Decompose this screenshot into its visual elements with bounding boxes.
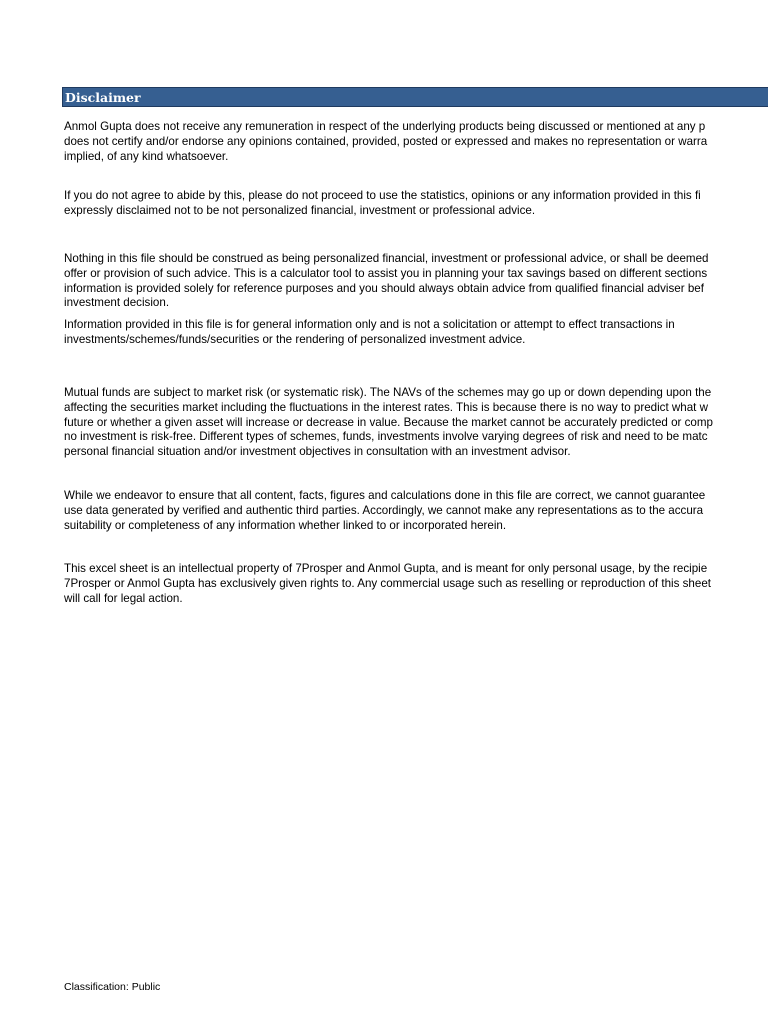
disclaimer-paragraph-general-information: Information provided in this file is for general information only and is not a solicitation or attempt to effect transactions in investments/schemes/funds/securities or the rendering of personalized investment advice. bbox=[64, 318, 675, 346]
disclaimer-paragraph-intellectual-property: This excel sheet is an intellectual property of 7Prosper and Anmol Gupta, and is meant for only personal usage, by the recipie 7Prosper or Anmol Gupta has exclusively given rights to. Any commercial usage such as reselling or reproduction of this sheet will call for legal action. bbox=[64, 562, 711, 605]
disclaimer-paragraph-remuneration: Anmol Gupta does not receive any remuneration in respect of the underlying products being discussed or mentioned at any p does not certify and/or endorse any opinions contained, provided, posted or expressed and makes no representation or warra implied, of any kind whatsoever. bbox=[64, 120, 708, 163]
disclaimer-paragraph-agreement: If you do not agree to abide by this, please do not proceed to use the statistics, opinions or any information provided in this fi expressly disclaimed not to be not personalized financial, investment or professional advice. bbox=[64, 189, 701, 217]
disclaimer-title: Disclaimer bbox=[65, 90, 141, 105]
disclaimer-header-bar bbox=[62, 87, 768, 107]
disclaimer-paragraph-accuracy: While we endeavor to ensure that all content, facts, figures and calculations done in this file are correct, we cannot guarantee use data generated by verified and authentic third parties. Accordingly, we cannot make any representations as to the accura suitability or completeness of any information whether linked to or incorporated herein. bbox=[64, 489, 706, 532]
classification-label: Classification: Public bbox=[64, 981, 161, 993]
disclaimer-paragraph-not-advice: Nothing in this file should be construed as being personalized financial, investment or professional advice, or shall be deemed offer or provision of such advice. This is a calculator tool to assist you in planning your tax savings based on different sections information is provided solely for reference purposes and you should always obtain advice from qualified financial adviser bef investment decision. bbox=[64, 252, 709, 310]
disclaimer-paragraph-market-risk: Mutual funds are subject to market risk (or systematic risk). The NAVs of the schemes may go up or down depending upon the affecting the securities market including the fluctuations in the interest rates. This is because there is no way to predict what w future or whether a given asset will increase or decrease in value. Because the market cannot be accurately predicted or comp no investment is risk-free. Different types of schemes, funds, investments involve varying degrees of risk and need to be matc personal financial situation and/or investment objectives in consultation with an investment advisor. bbox=[64, 386, 713, 459]
